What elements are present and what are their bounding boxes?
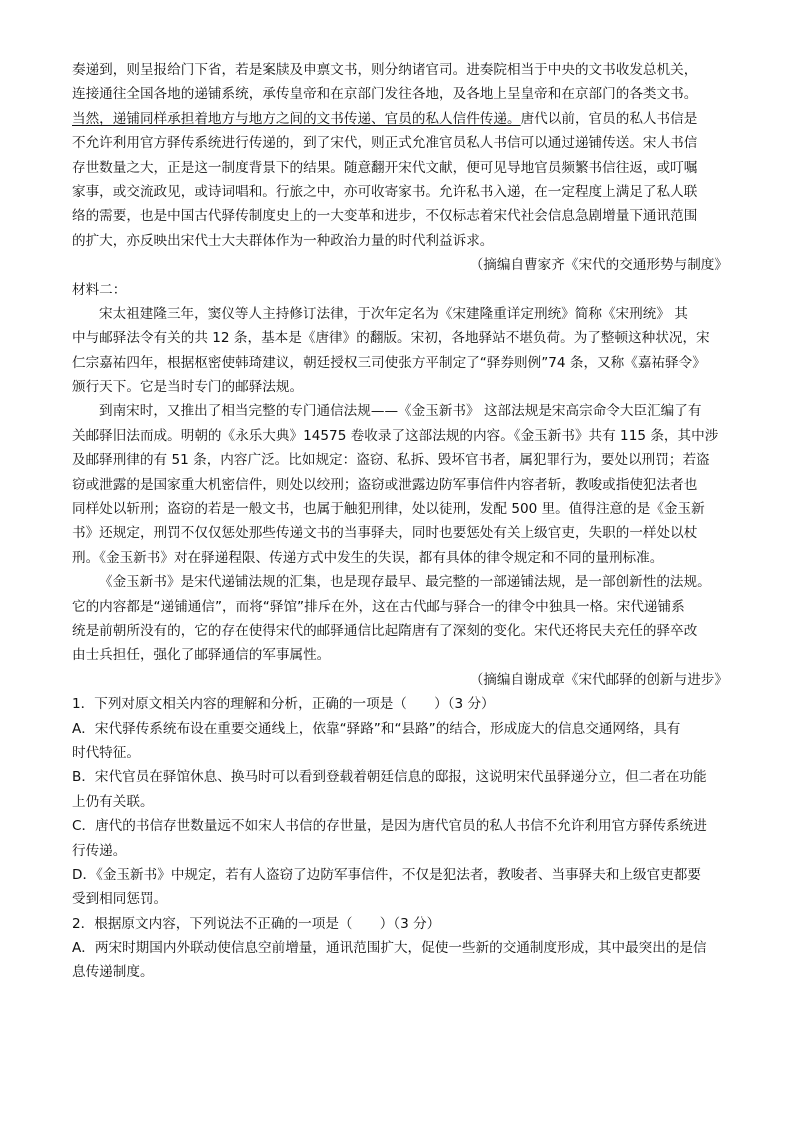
text-line: 到南宋时，又推出了相当完整的专门通信法规——《金玉新书》 这部法规是宋高宗命令大臣汇编了有 bbox=[99, 403, 702, 420]
text-line: 同样处以斩刑；盗窃的若是一般文书，也属于触犯刑律，处以徒刑，发配 500 里。值得注意的是《金玉新 bbox=[72, 501, 705, 518]
option-line: 上仍有关联。 bbox=[72, 793, 154, 810]
text-line: 统是前朝所没有的，它的存在使得宋代的邮驿通信比起隋唐有了深刻的变化。宋代还将民夫充任的驿卒改 bbox=[72, 622, 698, 639]
underlined-sentence: 当然，递铺同样承担着地方与地方之间的文书传递、官员的私人信件传递。 bbox=[72, 110, 521, 127]
option-line: A．宋代驿传系统布设在重要交通线上，依靠“驿路”和“县路”的结合，形成庞大的信息交通网络，具有 bbox=[72, 720, 681, 737]
text-line: 的扩大，亦反映出宋代士大夫群体作为一种政治力量的时代利益诉求。 bbox=[72, 232, 494, 249]
material-two bbox=[72, 278, 728, 693]
text-line: 《金玉新书》是宋代递铺法规的汇集，也是现存最早、最完整的一部递铺法规，是一部创新性的法规。 bbox=[99, 574, 711, 591]
text-line: 由士兵担任，强化了邮驿通信的军事属性。 bbox=[72, 647, 331, 664]
text-line bbox=[72, 107, 728, 131]
text-line: 颁行天下。它是当时专门的邮驿法规。 bbox=[72, 379, 304, 396]
text-line: 存世数量之大，正是这一制度背景下的结果。随意翻开宋代文献，便可见导地官员频繁书信往返，或叮嘱 bbox=[72, 159, 698, 176]
text-line: 奏递到，则呈报给门下省，若是案牍及申禀文书，则分纳诸官司。进奏院相当于中央的文书收发总机关， bbox=[72, 62, 698, 78]
text-line: 及邮驿刑律的有 51 条，内容广泛。比如规定：盗窃、私拆、毁坏官书者，属犯罪行为，要处以刑罚；若盗 bbox=[72, 452, 710, 469]
material-one bbox=[72, 58, 728, 278]
text-line: 关邮驿旧法而成。明朝的《永乐大典》14575 卷收录了这部法规的内容。《金玉新书》共有 115 条，其中涉 bbox=[72, 427, 719, 444]
text-line-rest: 唐代以前，官员的私人书信是 bbox=[520, 110, 698, 127]
text-line: 宋太祖建隆三年，窦仪等人主持修订法律，于次年定名为《宋建隆重详定刑统》简称《宋刑统》 其 bbox=[99, 305, 688, 322]
text-line: 仁宗嘉祐四年，根据枢密使韩琦建议，朝廷授权三司使张方平制定了“驿券则例”74 条，又称《嘉祐驿令》 bbox=[72, 354, 706, 371]
option-line: 受到相同惩罚。 bbox=[72, 891, 168, 908]
text-line: 窃或泄露的是国家重大机密信件，则处以绞刑；盗窃或泄露边防军事信件内容者斩，教唆或指使犯法者也 bbox=[72, 476, 698, 493]
option-line: 息传递制度。 bbox=[72, 964, 154, 981]
text-line: 家事，或交流政见，或诗词唱和。行旅之中，亦可收寄家书。允许私书入递，在一定程度上满足了私人联 bbox=[72, 183, 698, 200]
text-line: 连接通往全国各地的递铺系统，承传皇帝和在京部门发往各地，及各地上呈皇帝和在京部门的各类文书。 bbox=[72, 86, 698, 103]
option-line: 时代特征。 bbox=[72, 744, 140, 761]
source-citation: （摘编自谢成章《宋代邮驿的创新与进步》 bbox=[469, 671, 728, 688]
question-stem: 2．根据原文内容，下列说法不正确的一项是（ ）（3 分） bbox=[72, 915, 441, 932]
text-line: 刑。《金玉新书》对在驿递程限、传递方式中发生的失误，都有具体的律令规定和不同的量刑标准。 bbox=[72, 549, 664, 566]
section-heading: 材料二： bbox=[72, 281, 127, 298]
source-citation: （摘编自曹家齐《宋代的交通形势与制度》 bbox=[469, 257, 728, 274]
option-line: D．《金玉新书》中规定，若有人盗窃了边防军事信件，不仅是犯法者，教唆者、当事驿夫和上级官吏都要 bbox=[72, 866, 701, 883]
text-line: 络的需要，也是中国古代驿传制度史上的一大变革和进步，不仅标志着宋代社会信息急剧增量下通讯范围 bbox=[72, 208, 698, 225]
option-line: C．唐代的书信存世数量远不如宋人书信的存世量，是因为唐代官员的私人书信不允许利用官方驿传系统进 bbox=[72, 818, 707, 835]
option-line: B．宋代官员在驿馆休息、换马时可以看到登载着朝廷信息的邸报，这说明宋代虽驿递分立，但二者在功能 bbox=[72, 769, 707, 786]
question-stem: 1．下列对原文相关内容的理解和分析，正确的一项是（ ）（3 分） bbox=[72, 696, 495, 713]
text-line: 中与邮驿法令有关的共 12 条，基本是《唐律》的翻版。宋初，各地驿站不堪负荷。为了整顿这种状况，宋 bbox=[72, 330, 710, 347]
questions-section bbox=[72, 692, 728, 985]
document-page bbox=[72, 58, 728, 985]
option-line: A．两宋时期国内外联动使信息空前增量，通讯范围扩大，促使一些新的交通制度形成，其中最突出的是信 bbox=[72, 940, 707, 957]
option-line: 行传递。 bbox=[72, 842, 127, 859]
text-line: 不允许利用官方驿传系统进行传递的，到了宋代，则正式允准官员私人书信可以通过递铺传送。宋人书信 bbox=[72, 135, 698, 152]
text-line: 它的内容都是“递铺通信”，而将“驿馆”排斥在外，这在古代邮与驿合一的律令中独具一格。宋代递铺系 bbox=[72, 598, 685, 615]
text-line: 书》还规定，刑罚不仅仅惩处那些传递文书的当事驿夫，同时也要惩处有关上级官吏，失职的一样处以杖 bbox=[72, 525, 698, 542]
